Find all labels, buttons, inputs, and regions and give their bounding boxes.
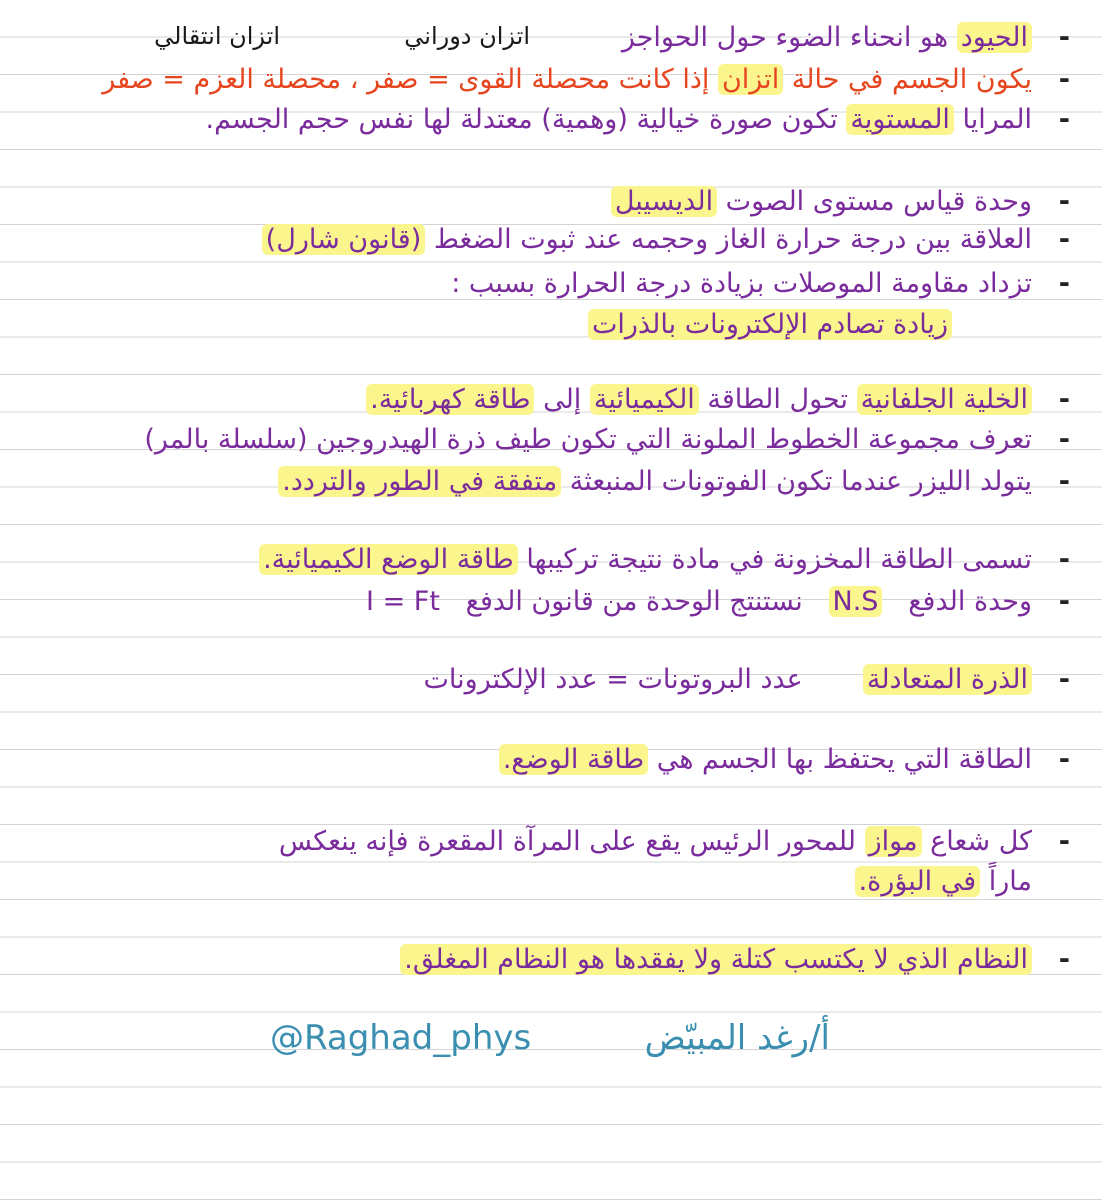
note-text-after: تكون صورة خيالية (وهمية) معتدلة لها نفس حجم الجسم. [205, 104, 838, 135]
note-line-resistance-reason [30, 305, 952, 345]
bullet: - [1058, 22, 1070, 53]
note-line-chemical-potential [30, 540, 1070, 580]
note-text-after: نستنتج الوحدة من قانون الدفع [465, 586, 803, 617]
note-line-balmer-series [30, 420, 1070, 460]
bullet: - [1058, 466, 1070, 497]
label-rotational-equilibrium: اتزان دوراني [404, 22, 530, 50]
note-text-after: إذا كانت محصلة القوى = صفر ، محصلة العزم = صفر [102, 64, 710, 95]
note-line-plane-mirrors [30, 100, 1070, 140]
note-text: وحدة قياس مستوى الصوت [725, 186, 1032, 217]
bullet: - [1058, 664, 1070, 695]
bullet: - [1058, 268, 1070, 299]
note-text: المرايا [962, 104, 1032, 135]
note-line-potential-energy [30, 740, 1070, 780]
bullet: - [1058, 744, 1070, 775]
note-line-neutral-atom [30, 660, 1070, 700]
bullet: - [1058, 186, 1070, 217]
bullet: - [1058, 224, 1070, 255]
bullet: - [1058, 586, 1070, 617]
note-text: هو انحناء الضوء حول الحواجز [621, 22, 949, 53]
note-line-impulse-unit [30, 582, 1070, 622]
note-text: تعرف مجموعة الخطوط الملونة التي تكون طيف ذرة الهيدروجين (سلسلة بالمر) [144, 424, 1032, 455]
bullet: - [1058, 104, 1070, 135]
author-name: أ/رغد المبيّض [644, 1018, 830, 1058]
note-line-diffraction [30, 18, 1070, 58]
note-line-resistance [30, 264, 1070, 304]
highlighted-term-3: طاقة كهربائية. [366, 384, 534, 415]
label-translational-equilibrium: اتزان انتقالي [154, 22, 280, 50]
note-text: العلاقة بين درجة حرارة الغاز وحجمه عند ثبوت الضغط [433, 224, 1032, 255]
highlighted-term: (قانون شارل) [262, 224, 426, 255]
bullet: - [1058, 944, 1070, 975]
highlighted-term: المستوية [846, 104, 954, 135]
highlighted-term: طاقة الوضع. [499, 744, 648, 775]
highlighted-term: النظام الذي لا يكتسب كتلة ولا يفقدها هو النظام المغلق. [400, 944, 1032, 975]
highlighted-term-2: الكيميائية [590, 384, 699, 415]
note-line-decibel [30, 182, 1070, 222]
highlighted-term: طاقة الوضع الكيميائية. [259, 544, 518, 575]
note-text: ماراً [988, 866, 1032, 897]
bullet: - [1058, 424, 1070, 455]
note-line-concave-mirror [30, 822, 1070, 862]
highlighted-term: متفقة في الطور والتردد. [278, 466, 561, 497]
note-text: تحول الطاقة [707, 384, 848, 415]
highlighted-term: الخلية الجلفانية [857, 384, 1032, 415]
bullet: - [1058, 64, 1070, 95]
bullet: - [1058, 384, 1070, 415]
signature [270, 1018, 830, 1078]
note-text: يكون الجسم في حالة [791, 64, 1032, 95]
note-text: تزداد مقاومة الموصلات بزيادة درجة الحرارة بسبب : [451, 268, 1032, 299]
note-line-closed-system [30, 940, 1070, 980]
note-text: الطاقة التي يحتفظ بها الجسم هي [656, 744, 1032, 775]
highlighted-term: الحيود [957, 22, 1032, 53]
note-text: عدد البروتونات = عدد الإلكترونات [423, 664, 803, 695]
bullet: - [1058, 826, 1070, 857]
highlighted-term: في البؤرة. [855, 866, 981, 897]
highlighted-term: الديسيبل [611, 186, 717, 217]
bullet: - [1058, 544, 1070, 575]
note-text-after: إلى [543, 384, 582, 415]
note-text: كل شعاع [930, 826, 1032, 857]
note-line-charles-law [30, 220, 1070, 260]
note-text: يتولد الليزر عندما تكون الفوتونات المنبعثة [569, 466, 1032, 497]
note-text: وحدة الدفع [908, 586, 1032, 617]
highlighted-term: الذرة المتعادلة [863, 664, 1032, 695]
highlighted-term: مواز [865, 826, 922, 857]
note-line-focus [30, 862, 1032, 902]
note-line-laser [30, 462, 1070, 502]
highlighted-term: N.S [829, 586, 883, 617]
note-text: تسمى الطاقة المخزونة في مادة نتيجة تركيبها [526, 544, 1032, 575]
author-handle: @Raghad_phys [270, 1018, 532, 1058]
note-text-after: للمحور الرئيس يقع على المرآة المقعرة فإنه ينعكس [278, 826, 856, 857]
highlighted-term: زيادة تصادم الإلكترونات بالذرات [588, 309, 952, 340]
note-line-equilibrium [30, 60, 1070, 100]
highlighted-term: اتزان [718, 64, 783, 95]
impulse-formula: I = Ft [366, 586, 440, 617]
note-line-galvanic-cell [30, 380, 1070, 420]
